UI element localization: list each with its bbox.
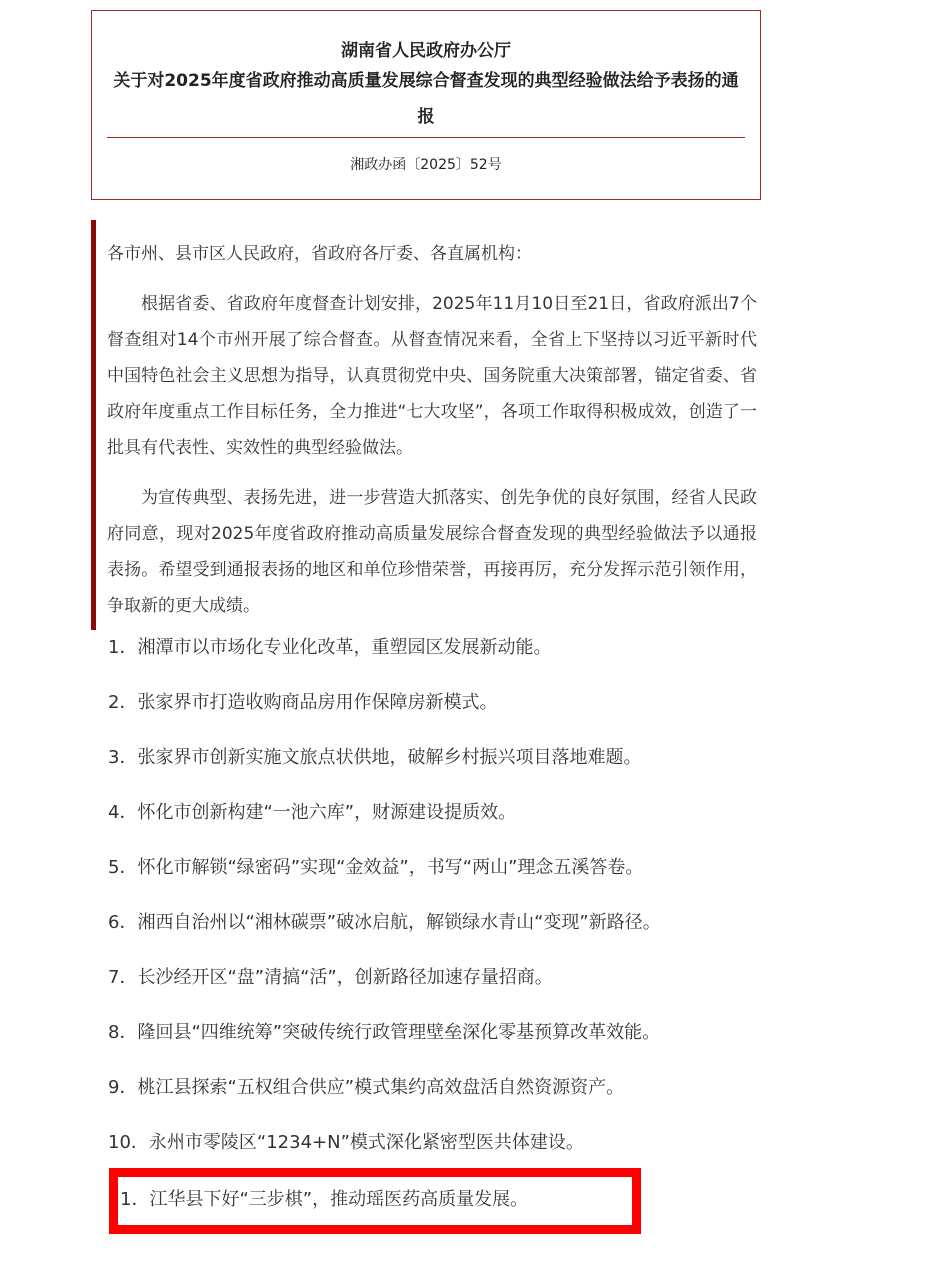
list-item: 2．张家界市打造收购商品房用作保障房新模式。 bbox=[108, 692, 498, 713]
body-paragraph-1: 根据省委、省政府年度督查计划安排，2025年11月10日至21日，省政府派出7个督查组对14个市州开展了综合督查。从督查情况来看，全省上下坚持以习近平新时代中国特色社会主义思想为指导，认真贯彻党中央、国务院重大决策部署，锚定省委、省政府年度重点工作目标任务，全力推进“七大攻坚”，各项工作取得积极成效，创造了一批具有代表性、实效性的典型经验做法。 bbox=[107, 294, 757, 458]
highlighted-list-item: 1．江华县下好“三步棋”，推动瑶医药高质量发展。 bbox=[120, 1189, 529, 1210]
list-item: 6．湘西自治州以“湘林碳票”破冰启航，解锁绿水青山“变现”新路径。 bbox=[108, 912, 661, 933]
header-divider bbox=[107, 137, 745, 138]
commended-items-list bbox=[108, 628, 808, 1178]
document-title: 关于对2025年度省政府推动高质量发展综合督查发现的典型经验做法给予表扬的通报 bbox=[113, 71, 739, 127]
list-item: 10．永州市零陵区“1234+N”模式深化紧密型医共体建设。 bbox=[108, 1132, 584, 1153]
list-item: 3．张家界市创新实施文旅点状供地，破解乡村振兴项目落地难题。 bbox=[108, 747, 642, 768]
body-paragraph-2: 为宣传典型、表扬先进，进一步营造大抓落实、创先争优的良好氛围，经省人民政府同意，现对2025年度省政府推动高质量发展综合督查发现的典型经验做法予以通报表扬。希望受到通报表扬的地区和单位珍惜荣誉，再接再厉，充分发挥示范引领作用，争取新的更大成绩。 bbox=[107, 488, 757, 616]
issuer-title: 湖南省人民政府办公厅 bbox=[341, 41, 511, 61]
list-item: 9．桃江县探索“五权组合供应”模式集约高效盘活自然资源资产。 bbox=[108, 1077, 625, 1098]
list-item: 1．湘潭市以市场化专业化改革，重塑园区发展新动能。 bbox=[108, 637, 552, 658]
list-item: 7．长沙经开区“盘”清搞“活”，创新路径加速存量招商。 bbox=[108, 967, 553, 988]
list-item: 4．怀化市创新构建“一池六库”，财源建设提质效。 bbox=[108, 802, 517, 823]
document-header bbox=[91, 10, 761, 200]
quote-accent-bar bbox=[91, 220, 96, 630]
list-item: 5．怀化市解锁“绿密码”实现“金效益”，书写“两山”理念五溪答卷。 bbox=[108, 857, 644, 878]
document-number: 湘政办函〔2025〕52号 bbox=[350, 157, 502, 173]
list-item: 8．隆回县“四维统筹”突破传统行政管理壁垒深化零基预算改革效能。 bbox=[108, 1022, 661, 1043]
salutation: 各市州、县市区人民政府，省政府各厅委、各直属机构： bbox=[107, 244, 532, 264]
